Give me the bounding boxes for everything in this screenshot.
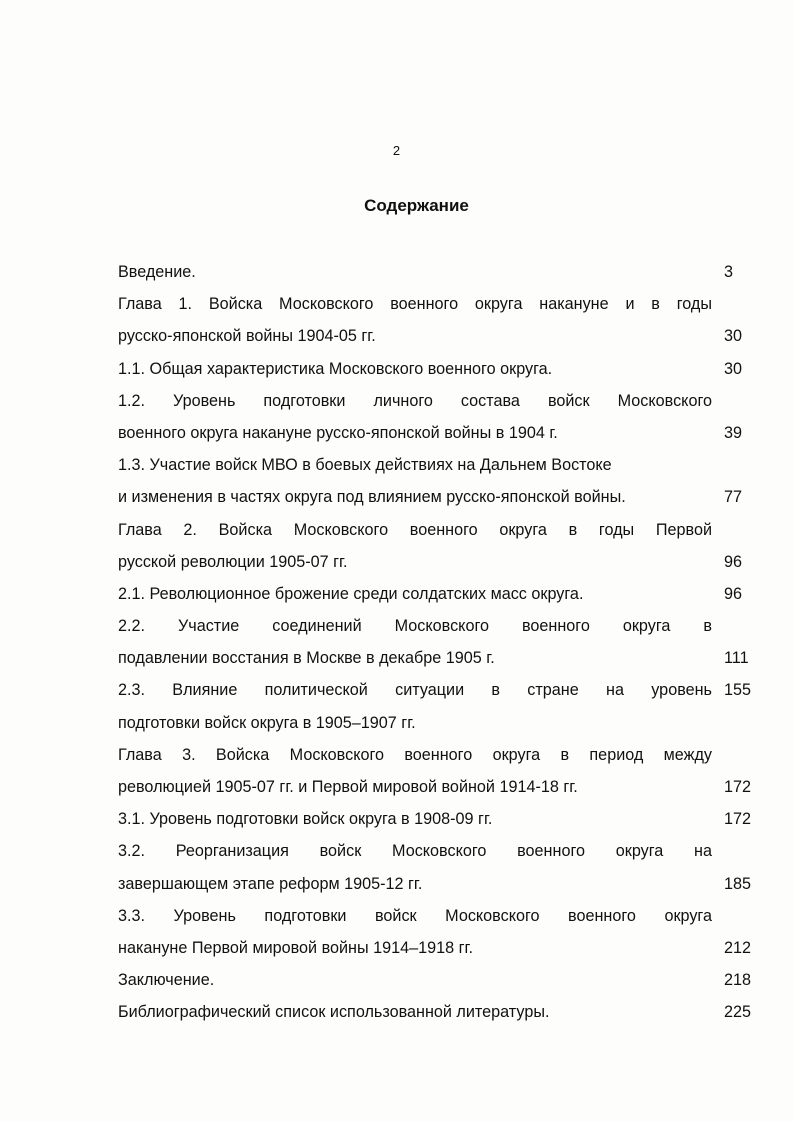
toc-entry-page: 212 <box>724 938 752 957</box>
toc-entry-page: 39 <box>724 423 743 442</box>
toc-entry-text: революцией 1905-07 гг. и Первой мировой войной 1914-18 гг. <box>118 778 578 796</box>
toc-entry-text: русской революции 1905-07 гг. <box>118 552 348 571</box>
toc-entry <box>118 900 758 964</box>
toc-entry-text: 3.2. Реорганизация войск Московского военного округа на <box>118 842 712 861</box>
toc-entry-page: 111 <box>724 649 749 668</box>
toc-entry-text: подавлении восстания в Москве в декабре 1905 г. <box>118 649 495 668</box>
toc-entry <box>118 835 758 899</box>
toc-title: Содержание <box>364 196 469 215</box>
toc-line <box>118 578 758 610</box>
toc-entry-page: 155 <box>724 681 752 700</box>
toc-line <box>118 900 758 932</box>
toc-line <box>118 642 758 674</box>
toc-entry-page: 185 <box>724 874 752 893</box>
toc-entry <box>118 674 758 738</box>
toc-entry-text: завершающем этапе реформ 1905-12 гг. <box>118 874 423 893</box>
toc-line <box>118 353 758 385</box>
table-of-contents <box>118 256 758 1029</box>
toc-line <box>118 707 758 739</box>
toc-line <box>118 964 758 996</box>
toc-entry-page: 96 <box>724 552 743 571</box>
toc-line <box>118 674 758 706</box>
toc-entry <box>118 610 758 674</box>
toc-line <box>118 288 758 320</box>
toc-line <box>118 835 758 867</box>
toc-entry <box>118 996 758 1028</box>
toc-line <box>118 546 758 578</box>
toc-line <box>118 256 758 288</box>
toc-entry-text: накануне Первой мировой войны 1914–1918 гг. <box>118 938 473 957</box>
toc-entry-text: Библиографический список использованной литературы. <box>118 1003 550 1022</box>
toc-entry-page: 172 <box>724 778 752 796</box>
toc-entry-text: 1.1. Общая характеристика Московского военного округа. <box>118 359 553 378</box>
toc-line <box>118 417 758 449</box>
toc-entry-text: 3.3. Уровень подготовки войск Московского военного округа <box>118 906 712 925</box>
toc-entry-page: 30 <box>724 359 743 378</box>
toc-entry <box>118 964 758 996</box>
page-number: 2 <box>392 143 401 158</box>
toc-entry <box>118 578 758 610</box>
toc-entry <box>118 514 758 578</box>
toc-line <box>118 996 758 1028</box>
toc-entry-page: 218 <box>724 971 752 990</box>
toc-entry <box>118 256 758 288</box>
toc-line <box>118 932 758 964</box>
toc-entry-text: Глава 2. Войска Московского военного округа в годы Первой <box>118 520 712 539</box>
toc-line <box>118 868 758 900</box>
toc-entry <box>118 449 758 513</box>
toc-entry-text: русско-японской войны 1904-05 гг. <box>118 327 376 346</box>
toc-entry-text: 3.1. Уровень подготовки войск округа в 1908-09 гг. <box>118 810 493 829</box>
toc-entry-page: 3 <box>724 263 734 281</box>
toc-entry-text: и изменения в частях округа под влиянием русско-японской войны. <box>118 488 626 507</box>
toc-entry-text: Заключение. <box>118 971 215 990</box>
toc-line <box>118 803 758 835</box>
toc-entry <box>118 353 758 385</box>
toc-entry-text: 2.1. Революционное брожение среди солдатских масс округа. <box>118 584 584 603</box>
toc-entry-page: 172 <box>724 810 752 829</box>
toc-entry-text: 1.3. Участие войск МВО в боевых действиях на Дальнем Востоке <box>118 456 612 475</box>
toc-line <box>118 481 758 513</box>
toc-entry-page: 77 <box>724 488 743 507</box>
toc-entry <box>118 803 758 835</box>
toc-line <box>118 771 758 803</box>
toc-entry-text: военного округа накануне русско-японской войны в 1904 г. <box>118 423 558 442</box>
toc-entry-text: Глава 3. Войска Московского военного округа в период между <box>118 745 712 764</box>
toc-line <box>118 739 758 771</box>
toc-entry <box>118 385 758 449</box>
toc-entry <box>118 739 758 803</box>
toc-line <box>118 385 758 417</box>
toc-entry-text: 2.3. Влияние политической ситуации в стране на уровень <box>118 681 712 700</box>
toc-line <box>118 610 758 642</box>
toc-entry-page: 96 <box>724 584 743 603</box>
toc-entry-text: 2.2. Участие соединений Московского военного округа в <box>118 617 712 636</box>
toc-line <box>118 449 758 481</box>
toc-entry-page: 30 <box>724 327 743 346</box>
toc-entry-text: Глава 1. Войска Московского военного округа накануне и в годы <box>118 295 712 314</box>
toc-entry-text: 1.2. Уровень подготовки личного состава войск Московского <box>118 391 712 410</box>
toc-entry <box>118 288 758 352</box>
toc-entry-text: Введение. <box>118 263 196 281</box>
toc-line <box>118 514 758 546</box>
toc-entry-text: подготовки войск округа в 1905–1907 гг. <box>118 713 416 732</box>
toc-entry-page: 225 <box>724 1003 752 1022</box>
toc-line <box>118 320 758 352</box>
